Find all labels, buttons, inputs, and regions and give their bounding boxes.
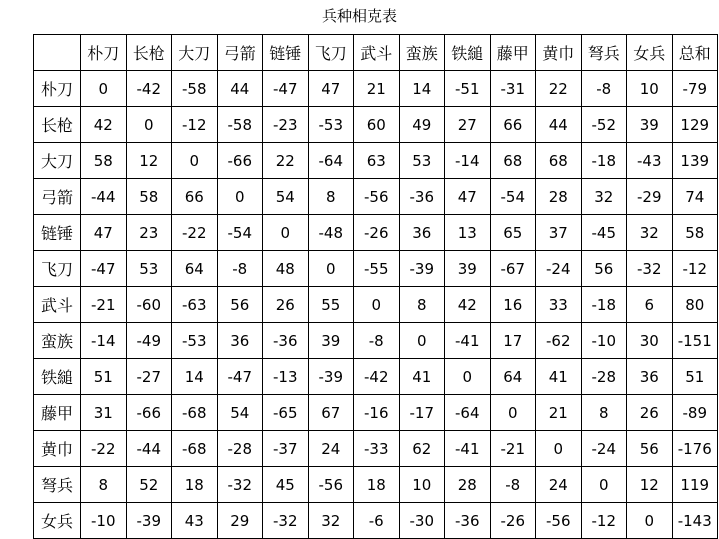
table-cell: -29	[627, 179, 673, 215]
table-cell: -36	[399, 179, 445, 215]
column-header: 弓箭	[217, 35, 263, 71]
table-cell: 29	[217, 503, 263, 539]
table-cell: 32	[627, 215, 673, 251]
table-cell: -176	[672, 431, 718, 467]
table-cell: 18	[354, 467, 400, 503]
table-cell: -47	[217, 359, 263, 395]
table-row	[34, 107, 718, 143]
table-cell: 36	[627, 359, 673, 395]
table-cell: -16	[354, 395, 400, 431]
table-cell: -32	[217, 467, 263, 503]
table-cell: -12	[172, 107, 218, 143]
row-header: 蛮族	[34, 323, 81, 359]
table-cell: -64	[445, 395, 491, 431]
table-cell: -54	[217, 215, 263, 251]
table-cell: 16	[490, 287, 536, 323]
table-cell: 27	[445, 107, 491, 143]
table-cell: 65	[490, 215, 536, 251]
table-cell: -22	[81, 431, 127, 467]
table-cell: -79	[672, 71, 718, 107]
table-cell: 67	[308, 395, 354, 431]
table-cell: 22	[263, 143, 309, 179]
table-cell: -58	[217, 107, 263, 143]
table-cell: 52	[126, 467, 172, 503]
table-cell: 60	[354, 107, 400, 143]
table-cell: -49	[126, 323, 172, 359]
table-cell: 36	[217, 323, 263, 359]
table-cell: -66	[126, 395, 172, 431]
row-header: 大刀	[34, 143, 81, 179]
table-cell: 64	[490, 359, 536, 395]
table-cell: 47	[308, 71, 354, 107]
table-cell: 63	[354, 143, 400, 179]
table-cell: -14	[445, 143, 491, 179]
table-row	[34, 71, 718, 107]
table-cell: 58	[81, 143, 127, 179]
row-header: 长枪	[34, 107, 81, 143]
table-cell: -8	[354, 323, 400, 359]
table-cell: 129	[672, 107, 718, 143]
table-cell: -36	[445, 503, 491, 539]
table-cell: 10	[627, 71, 673, 107]
table-cell: -47	[81, 251, 127, 287]
table-cell: 8	[308, 179, 354, 215]
table-cell: 53	[399, 143, 445, 179]
table-cell: 8	[399, 287, 445, 323]
table-cell: 0	[627, 503, 673, 539]
table-cell: 0	[354, 287, 400, 323]
table-cell: -10	[581, 323, 627, 359]
table-cell: 64	[172, 251, 218, 287]
row-header: 藤甲	[34, 395, 81, 431]
table-cell: 139	[672, 143, 718, 179]
table-cell: -68	[172, 431, 218, 467]
table-cell: 0	[490, 395, 536, 431]
table-cell: 56	[217, 287, 263, 323]
table-cell: 10	[399, 467, 445, 503]
table-cell: 24	[308, 431, 354, 467]
column-header: 武斗	[354, 35, 400, 71]
column-header: 朴刀	[81, 35, 127, 71]
table-cell: 31	[81, 395, 127, 431]
column-header: 长枪	[126, 35, 172, 71]
table-row	[34, 251, 718, 287]
table-cell: -44	[81, 179, 127, 215]
table-row	[34, 359, 718, 395]
table-cell: -89	[672, 395, 718, 431]
table-cell: -143	[672, 503, 718, 539]
table-cell: 58	[126, 179, 172, 215]
table-cell: 47	[445, 179, 491, 215]
table-cell: 30	[627, 323, 673, 359]
table-cell: -48	[308, 215, 354, 251]
table-cell: 44	[217, 71, 263, 107]
table-row	[34, 287, 718, 323]
table-cell: 74	[672, 179, 718, 215]
table-cell: -51	[445, 71, 491, 107]
column-header: 总和	[672, 35, 718, 71]
table-cell: 12	[627, 467, 673, 503]
table-row	[34, 503, 718, 539]
table-cell: -53	[172, 323, 218, 359]
table-cell: -18	[581, 287, 627, 323]
table-cell: 58	[672, 215, 718, 251]
table-cell: -17	[399, 395, 445, 431]
table-cell: 51	[672, 359, 718, 395]
table-cell: 14	[399, 71, 445, 107]
table-cell: -31	[490, 71, 536, 107]
table-cell: -52	[581, 107, 627, 143]
table-cell: 39	[445, 251, 491, 287]
table-cell: -67	[490, 251, 536, 287]
table-cell: 56	[627, 431, 673, 467]
table-cell: -8	[581, 71, 627, 107]
row-header: 女兵	[34, 503, 81, 539]
table-cell: 8	[81, 467, 127, 503]
table-cell: 21	[536, 395, 582, 431]
table-cell: 119	[672, 467, 718, 503]
table-cell: 32	[581, 179, 627, 215]
row-header: 弓箭	[34, 179, 81, 215]
table-cell: 32	[308, 503, 354, 539]
table-cell: -47	[263, 71, 309, 107]
table-cell: -28	[217, 431, 263, 467]
table-row	[34, 467, 718, 503]
table-cell: -42	[354, 359, 400, 395]
table-cell: -18	[581, 143, 627, 179]
table-cell: 42	[445, 287, 491, 323]
table-cell: 22	[536, 71, 582, 107]
table-cell: -58	[172, 71, 218, 107]
table-cell: 39	[627, 107, 673, 143]
table-cell: -54	[490, 179, 536, 215]
table-cell: -24	[581, 431, 627, 467]
table-cell: -42	[126, 71, 172, 107]
table-cell: -39	[399, 251, 445, 287]
counter-table	[33, 34, 718, 539]
column-header: 飞刀	[308, 35, 354, 71]
table-cell: -39	[126, 503, 172, 539]
table-cell: -151	[672, 323, 718, 359]
table-cell: -63	[172, 287, 218, 323]
table-cell: 68	[536, 143, 582, 179]
table-cell: 47	[81, 215, 127, 251]
table-cell: -53	[308, 107, 354, 143]
table-cell: 45	[263, 467, 309, 503]
table-cell: 26	[627, 395, 673, 431]
table-cell: 66	[172, 179, 218, 215]
table-cell: -24	[536, 251, 582, 287]
table-cell: 33	[536, 287, 582, 323]
table-cell: -32	[263, 503, 309, 539]
row-header: 黄巾	[34, 431, 81, 467]
table-cell: 24	[536, 467, 582, 503]
table-cell: -41	[445, 431, 491, 467]
table-cell: -13	[263, 359, 309, 395]
table-cell: 28	[536, 179, 582, 215]
table-cell: 62	[399, 431, 445, 467]
table-row	[34, 215, 718, 251]
table-cell: -44	[126, 431, 172, 467]
table-cell: -26	[490, 503, 536, 539]
table-cell: -55	[354, 251, 400, 287]
header-row	[34, 35, 718, 71]
table-cell: 51	[81, 359, 127, 395]
column-header: 蛮族	[399, 35, 445, 71]
table-cell: -43	[627, 143, 673, 179]
column-header: 弩兵	[581, 35, 627, 71]
table-title: 兵种相克表	[321, 7, 397, 25]
table-cell: -56	[536, 503, 582, 539]
table-cell: 44	[536, 107, 582, 143]
table-cell: 49	[399, 107, 445, 143]
table-cell: -12	[581, 503, 627, 539]
column-header: 大刀	[172, 35, 218, 71]
table-cell: 8	[581, 395, 627, 431]
table-cell: 0	[217, 179, 263, 215]
table-cell: -39	[308, 359, 354, 395]
table-cell: 0	[172, 143, 218, 179]
table-cell: 14	[172, 359, 218, 395]
corner-cell	[34, 35, 81, 71]
column-header: 黄巾	[536, 35, 582, 71]
table-cell: -60	[126, 287, 172, 323]
table-cell: 0	[536, 431, 582, 467]
table-cell: 13	[445, 215, 491, 251]
table-cell: 21	[354, 71, 400, 107]
table-cell: 54	[217, 395, 263, 431]
table-cell: 68	[490, 143, 536, 179]
column-header: 铁縋	[445, 35, 491, 71]
table-cell: 80	[672, 287, 718, 323]
table-cell: -23	[263, 107, 309, 143]
table-cell: -32	[627, 251, 673, 287]
table-cell: -64	[308, 143, 354, 179]
column-header: 链锤	[263, 35, 309, 71]
table-cell: 53	[126, 251, 172, 287]
table-cell: -14	[81, 323, 127, 359]
table-cell: 28	[445, 467, 491, 503]
table-cell: 0	[399, 323, 445, 359]
table-cell: -45	[581, 215, 627, 251]
row-header: 飞刀	[34, 251, 81, 287]
column-header: 藤甲	[490, 35, 536, 71]
table-cell: -37	[263, 431, 309, 467]
table-cell: 0	[308, 251, 354, 287]
table-row	[34, 143, 718, 179]
table-cell: 0	[81, 71, 127, 107]
table-cell: -36	[263, 323, 309, 359]
table-cell: -65	[263, 395, 309, 431]
table-cell: -8	[217, 251, 263, 287]
table-cell: 26	[263, 287, 309, 323]
table-cell: 36	[399, 215, 445, 251]
table-cell: 42	[81, 107, 127, 143]
table-cell: 56	[581, 251, 627, 287]
table-row	[34, 323, 718, 359]
table-cell: 23	[126, 215, 172, 251]
table-cell: -8	[490, 467, 536, 503]
table-cell: 0	[263, 215, 309, 251]
table-cell: 43	[172, 503, 218, 539]
table-cell: 55	[308, 287, 354, 323]
table-cell: 41	[399, 359, 445, 395]
row-header: 朴刀	[34, 71, 81, 107]
table-cell: -66	[217, 143, 263, 179]
table-cell: -12	[672, 251, 718, 287]
table-row	[34, 431, 718, 467]
table-cell: -30	[399, 503, 445, 539]
table-cell: 18	[172, 467, 218, 503]
table-cell: -62	[536, 323, 582, 359]
row-header: 链锤	[34, 215, 81, 251]
table-cell: 48	[263, 251, 309, 287]
table-cell: -22	[172, 215, 218, 251]
table-cell: -33	[354, 431, 400, 467]
table-cell: -21	[490, 431, 536, 467]
table-row	[34, 179, 718, 215]
table-cell: -10	[81, 503, 127, 539]
table-cell: 39	[308, 323, 354, 359]
table-cell: -41	[445, 323, 491, 359]
table-cell: 0	[445, 359, 491, 395]
table-cell: -56	[308, 467, 354, 503]
row-header: 武斗	[34, 287, 81, 323]
table-cell: 6	[627, 287, 673, 323]
column-header: 女兵	[627, 35, 673, 71]
table-cell: -27	[126, 359, 172, 395]
table-cell: -28	[581, 359, 627, 395]
table-cell: 12	[126, 143, 172, 179]
table-cell: 0	[581, 467, 627, 503]
table-cell: -68	[172, 395, 218, 431]
table-cell: -56	[354, 179, 400, 215]
table-cell: 54	[263, 179, 309, 215]
table-row	[34, 395, 718, 431]
table-cell: 0	[126, 107, 172, 143]
table-cell: 41	[536, 359, 582, 395]
table-cell: 66	[490, 107, 536, 143]
table-cell: -6	[354, 503, 400, 539]
row-header: 铁縋	[34, 359, 81, 395]
table-cell: 37	[536, 215, 582, 251]
table-cell: 17	[490, 323, 536, 359]
table-cell: -21	[81, 287, 127, 323]
table-cell: -26	[354, 215, 400, 251]
row-header: 弩兵	[34, 467, 81, 503]
